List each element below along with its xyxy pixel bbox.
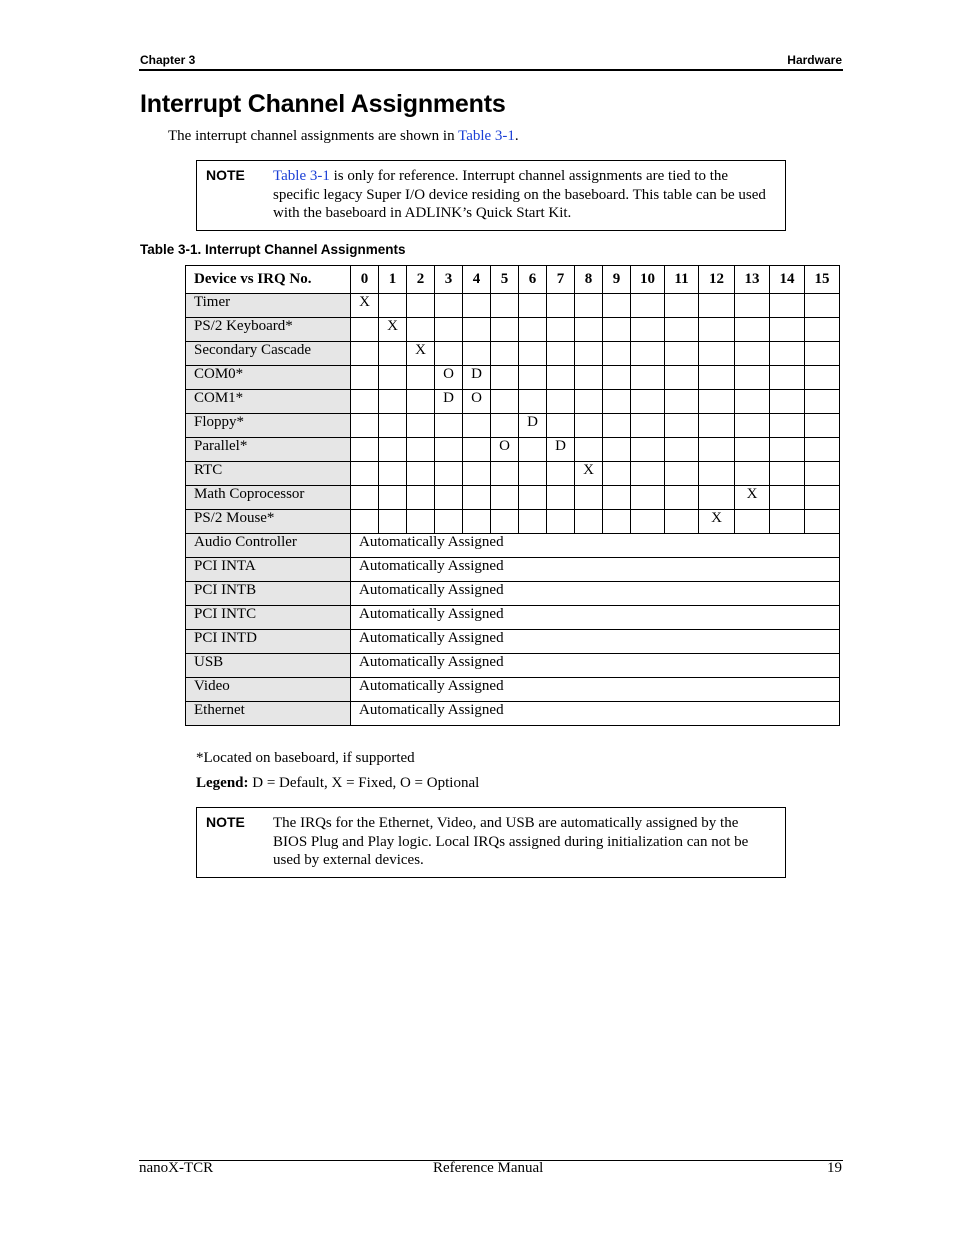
table-row xyxy=(186,558,840,582)
irq-cell xyxy=(351,318,379,342)
irq-cell xyxy=(435,510,463,534)
page-title: Interrupt Channel Assignments xyxy=(140,90,506,118)
column-header: 15 xyxy=(805,266,840,294)
irq-cell xyxy=(491,342,519,366)
irq-cell xyxy=(603,414,631,438)
irq-cell xyxy=(547,510,575,534)
device-cell: USB xyxy=(186,654,351,678)
footer-doc-title: Reference Manual xyxy=(433,1160,544,1176)
irq-cell xyxy=(463,294,491,318)
irq-cell xyxy=(805,414,840,438)
note-box-irq xyxy=(196,807,786,878)
irq-cell xyxy=(603,294,631,318)
table-row xyxy=(186,414,840,438)
irq-cell xyxy=(665,438,699,462)
irq-cell xyxy=(575,414,603,438)
irq-cell: O xyxy=(463,390,491,414)
device-cell: PCI INTB xyxy=(186,582,351,606)
irq-cell xyxy=(805,510,840,534)
irq-cell xyxy=(699,366,735,390)
irq-cell: X xyxy=(735,486,770,510)
irq-cell xyxy=(805,294,840,318)
irq-cell xyxy=(379,510,407,534)
irq-cell xyxy=(379,366,407,390)
device-cell: PS/2 Mouse* xyxy=(186,510,351,534)
column-header: 12 xyxy=(699,266,735,294)
irq-cell xyxy=(435,486,463,510)
irq-cell xyxy=(519,486,547,510)
irq-cell xyxy=(805,342,840,366)
table-row xyxy=(186,318,840,342)
irq-cell xyxy=(770,294,805,318)
irq-cell xyxy=(351,438,379,462)
irq-cell xyxy=(491,414,519,438)
irq-cell xyxy=(631,414,665,438)
table-row xyxy=(186,702,840,726)
irq-cell xyxy=(603,438,631,462)
irq-cell xyxy=(407,390,435,414)
irq-cell xyxy=(547,294,575,318)
device-cell: Floppy* xyxy=(186,414,351,438)
device-cell: Math Coprocessor xyxy=(186,486,351,510)
note-box-reference xyxy=(196,160,786,231)
column-header: 11 xyxy=(665,266,699,294)
irq-cell xyxy=(665,462,699,486)
irq-cell: O xyxy=(491,438,519,462)
irq-cell xyxy=(463,318,491,342)
irq-cell xyxy=(407,438,435,462)
table-row xyxy=(186,678,840,702)
irq-cell xyxy=(699,414,735,438)
irq-cell xyxy=(519,438,547,462)
irq-cell xyxy=(770,510,805,534)
irq-cell xyxy=(351,390,379,414)
irq-cell: D xyxy=(463,366,491,390)
irq-cell xyxy=(491,390,519,414)
device-cell: PCI INTA xyxy=(186,558,351,582)
page-number: 19 xyxy=(827,1160,842,1176)
assignment-cell: Automatically Assigned xyxy=(351,678,840,702)
table-row xyxy=(186,630,840,654)
irq-cell xyxy=(351,366,379,390)
irq-cell xyxy=(575,510,603,534)
irq-cell xyxy=(631,318,665,342)
irq-cell xyxy=(519,318,547,342)
table-row xyxy=(186,606,840,630)
irq-cell xyxy=(351,486,379,510)
irq-cell xyxy=(575,390,603,414)
irq-cell xyxy=(491,462,519,486)
irq-cell xyxy=(519,510,547,534)
table-row xyxy=(186,294,840,318)
irq-cell xyxy=(491,510,519,534)
table-footnote: *Located on baseboard, if supported xyxy=(196,750,415,766)
table-legend xyxy=(196,775,479,792)
irq-cell xyxy=(735,390,770,414)
irq-cell xyxy=(631,342,665,366)
irq-cell xyxy=(631,486,665,510)
irq-cell xyxy=(463,342,491,366)
irq-cell xyxy=(435,438,463,462)
irq-cell xyxy=(351,342,379,366)
column-header: 10 xyxy=(631,266,665,294)
irq-cell xyxy=(491,366,519,390)
irq-cell xyxy=(519,294,547,318)
irq-cell: X xyxy=(351,294,379,318)
irq-cell xyxy=(519,462,547,486)
table-row xyxy=(186,582,840,606)
assignment-cell: Automatically Assigned xyxy=(351,534,840,558)
irq-cell xyxy=(631,294,665,318)
column-header: 0 xyxy=(351,266,379,294)
table-row xyxy=(186,654,840,678)
irq-cell: D xyxy=(435,390,463,414)
irq-cell xyxy=(603,390,631,414)
irq-cell xyxy=(435,462,463,486)
irq-cell xyxy=(407,462,435,486)
device-cell: Video xyxy=(186,678,351,702)
column-header: Device vs IRQ No. xyxy=(186,266,351,294)
irq-cell xyxy=(547,390,575,414)
irq-cell xyxy=(770,486,805,510)
irq-cell xyxy=(735,366,770,390)
device-cell: RTC xyxy=(186,462,351,486)
irq-cell xyxy=(575,438,603,462)
irq-cell xyxy=(805,486,840,510)
irq-cell: D xyxy=(547,438,575,462)
irq-cell xyxy=(735,414,770,438)
table-caption: Table 3-1. Interrupt Channel Assignments xyxy=(140,242,406,257)
irq-cell xyxy=(699,294,735,318)
column-header: 5 xyxy=(491,266,519,294)
irq-cell xyxy=(699,342,735,366)
header-rule xyxy=(139,69,843,71)
irq-cell xyxy=(631,510,665,534)
irq-cell xyxy=(547,414,575,438)
irq-cell xyxy=(575,294,603,318)
irq-cell xyxy=(770,318,805,342)
note-text xyxy=(273,167,773,223)
irq-cell xyxy=(351,510,379,534)
irq-cell: X xyxy=(699,510,735,534)
irq-cell xyxy=(379,342,407,366)
device-cell: COM1* xyxy=(186,390,351,414)
irq-cell xyxy=(665,510,699,534)
irq-cell xyxy=(665,294,699,318)
table-row xyxy=(186,462,840,486)
device-cell: COM0* xyxy=(186,366,351,390)
irq-cell xyxy=(631,390,665,414)
irq-cell: X xyxy=(575,462,603,486)
irq-cell xyxy=(770,390,805,414)
irq-cell xyxy=(463,486,491,510)
table-row xyxy=(186,390,840,414)
column-header: 7 xyxy=(547,266,575,294)
irq-cell xyxy=(435,318,463,342)
note-table-link[interactable]: Table 3-1 xyxy=(273,168,330,184)
irq-cell xyxy=(805,462,840,486)
column-header: 14 xyxy=(770,266,805,294)
irq-cell xyxy=(379,462,407,486)
column-header: 13 xyxy=(735,266,770,294)
irq-cell xyxy=(463,414,491,438)
assignment-cell: Automatically Assigned xyxy=(351,582,840,606)
column-header: 6 xyxy=(519,266,547,294)
irq-cell xyxy=(407,294,435,318)
irq-cell xyxy=(699,462,735,486)
table-row xyxy=(186,510,840,534)
irq-cell xyxy=(379,438,407,462)
device-cell: PCI INTD xyxy=(186,630,351,654)
irq-cell xyxy=(379,294,407,318)
irq-cell xyxy=(631,462,665,486)
irq-cell xyxy=(699,318,735,342)
irq-cell xyxy=(351,414,379,438)
irq-cell xyxy=(603,366,631,390)
table-row xyxy=(186,366,840,390)
irq-cell xyxy=(805,438,840,462)
irq-cell xyxy=(770,462,805,486)
irq-cell xyxy=(805,318,840,342)
footer-product: nanoX-TCR xyxy=(139,1160,214,1176)
irq-cell xyxy=(491,486,519,510)
irq-cell xyxy=(547,318,575,342)
irq-cell: X xyxy=(407,342,435,366)
irq-cell xyxy=(435,414,463,438)
device-cell: Parallel* xyxy=(186,438,351,462)
irq-cell xyxy=(575,318,603,342)
irq-cell: X xyxy=(379,318,407,342)
irq-cell xyxy=(351,462,379,486)
irq-cell xyxy=(603,318,631,342)
assignment-cell: Automatically Assigned xyxy=(351,654,840,678)
irq-cell: O xyxy=(435,366,463,390)
column-header: 4 xyxy=(463,266,491,294)
assignment-cell: Automatically Assigned xyxy=(351,558,840,582)
irq-cell xyxy=(735,462,770,486)
irq-cell xyxy=(379,390,407,414)
column-header: 2 xyxy=(407,266,435,294)
irq-cell xyxy=(735,318,770,342)
intro-text: The interrupt channel assignments are shown in xyxy=(168,128,459,144)
irq-cell xyxy=(407,366,435,390)
column-header: 8 xyxy=(575,266,603,294)
note-body: The IRQs for the Ethernet, Video, and USB are automatically assigned by the BIOS Plug and Play logic. Local IRQs assigned during initialization can not be used by external devices. xyxy=(273,815,749,869)
irq-cell xyxy=(407,486,435,510)
irq-cell xyxy=(491,294,519,318)
irq-cell xyxy=(519,366,547,390)
irq-cell xyxy=(735,438,770,462)
irq-cell xyxy=(435,342,463,366)
irq-cell xyxy=(770,438,805,462)
intro-paragraph xyxy=(168,128,519,145)
irq-cell xyxy=(735,294,770,318)
irq-cell xyxy=(665,366,699,390)
irq-cell xyxy=(379,414,407,438)
irq-cell xyxy=(435,294,463,318)
assignment-cell: Automatically Assigned xyxy=(351,606,840,630)
irq-cell xyxy=(491,318,519,342)
table-header-row xyxy=(186,266,840,294)
column-header: 1 xyxy=(379,266,407,294)
irq-cell xyxy=(547,462,575,486)
irq-cell xyxy=(603,486,631,510)
irq-cell xyxy=(547,342,575,366)
irq-table xyxy=(185,265,840,726)
irq-cell xyxy=(463,510,491,534)
irq-cell xyxy=(547,366,575,390)
irq-cell xyxy=(575,342,603,366)
device-cell: Audio Controller xyxy=(186,534,351,558)
irq-cell xyxy=(631,438,665,462)
irq-cell xyxy=(407,318,435,342)
irq-cell xyxy=(770,342,805,366)
irq-cell: D xyxy=(519,414,547,438)
irq-cell xyxy=(805,390,840,414)
irq-cell xyxy=(665,414,699,438)
irq-cell xyxy=(805,366,840,390)
irq-cell xyxy=(463,438,491,462)
table-row xyxy=(186,342,840,366)
assignment-cell: Automatically Assigned xyxy=(351,630,840,654)
intro-table-link[interactable]: Table 3-1 xyxy=(458,128,515,144)
header-section: Hardware xyxy=(787,53,842,67)
irq-cell xyxy=(407,510,435,534)
irq-cell xyxy=(665,318,699,342)
irq-cell xyxy=(699,390,735,414)
assignment-cell: Automatically Assigned xyxy=(351,702,840,726)
irq-cell xyxy=(735,510,770,534)
irq-cell xyxy=(379,486,407,510)
irq-cell xyxy=(603,510,631,534)
table-row xyxy=(186,534,840,558)
irq-cell xyxy=(665,486,699,510)
irq-cell xyxy=(665,342,699,366)
irq-cell xyxy=(631,366,665,390)
irq-cell xyxy=(699,486,735,510)
device-cell: Secondary Cascade xyxy=(186,342,351,366)
column-header: 3 xyxy=(435,266,463,294)
irq-cell xyxy=(770,366,805,390)
irq-cell xyxy=(575,366,603,390)
note-body: is only for reference. Interrupt channel assignments are tied to the specific legacy Super I/O device residing on the baseboard. This table can be used with the baseboard in ADLINK’s Quick Start Kit. xyxy=(273,168,766,222)
table-row xyxy=(186,486,840,510)
header-chapter: Chapter 3 xyxy=(140,53,196,67)
device-cell: Ethernet xyxy=(186,702,351,726)
device-cell: PCI INTC xyxy=(186,606,351,630)
irq-cell xyxy=(547,486,575,510)
irq-cell xyxy=(699,438,735,462)
irq-cell xyxy=(770,414,805,438)
note-label: NOTE xyxy=(206,814,245,830)
irq-cell xyxy=(407,414,435,438)
device-cell: PS/2 Keyboard* xyxy=(186,318,351,342)
table-row xyxy=(186,438,840,462)
intro-suffix: . xyxy=(514,128,519,144)
irq-cell xyxy=(519,342,547,366)
irq-cell xyxy=(603,342,631,366)
irq-cell xyxy=(463,462,491,486)
column-header: 9 xyxy=(603,266,631,294)
irq-cell xyxy=(575,486,603,510)
device-cell: Timer xyxy=(186,294,351,318)
irq-cell xyxy=(735,342,770,366)
irq-cell xyxy=(603,462,631,486)
irq-cell xyxy=(665,390,699,414)
note-label: NOTE xyxy=(206,167,245,183)
legend-text: D = Default, X = Fixed, O = Optional xyxy=(248,775,480,791)
legend-label: Legend: xyxy=(196,775,249,791)
irq-cell xyxy=(519,390,547,414)
